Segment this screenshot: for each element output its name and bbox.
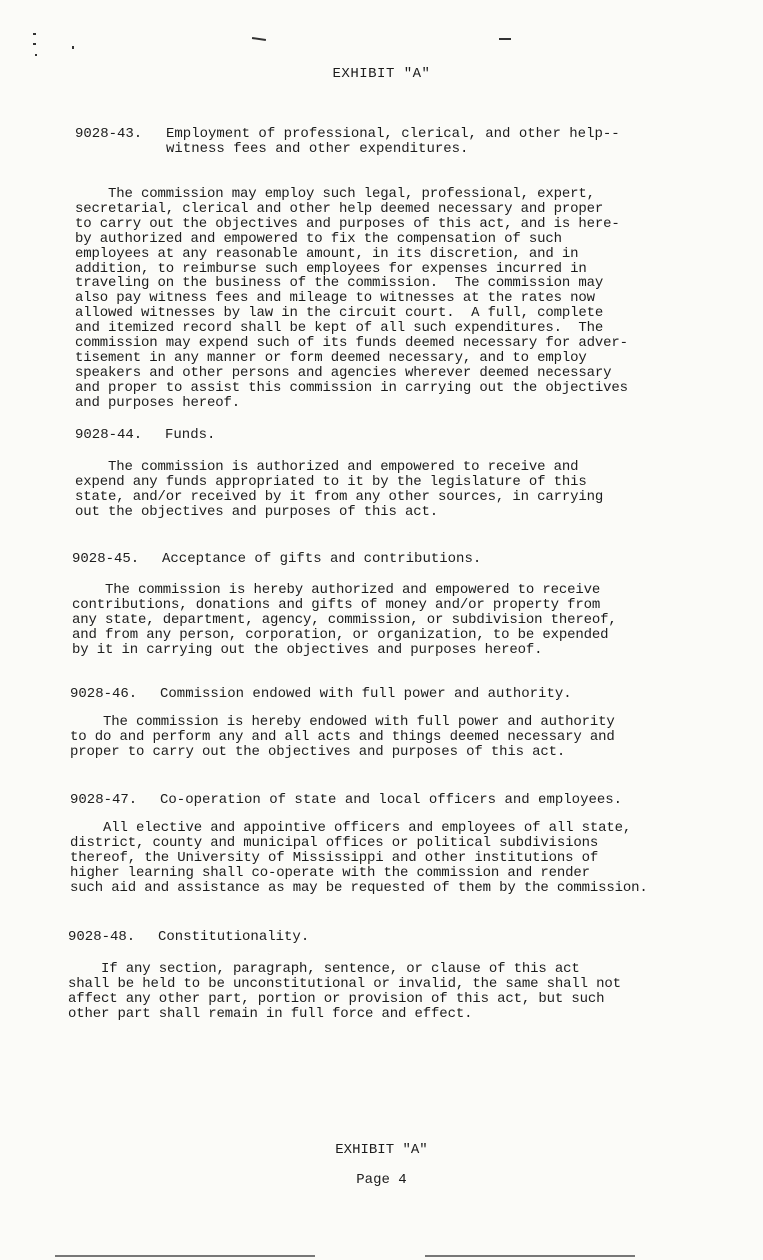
body-line: other part shall remain in full force and effect. — [68, 1005, 473, 1022]
section-heading — [75, 428, 763, 443]
section-number: 9028-48. — [68, 929, 136, 945]
section-body — [68, 962, 763, 1022]
body-line: secretarial, clerical and other help deemed necessary and proper — [75, 200, 604, 217]
section-body — [75, 187, 763, 411]
body-line: to carry out the objectives and purposes of this act, and is here- — [75, 215, 620, 232]
section-number: 9028-45. — [72, 551, 140, 567]
section-heading — [72, 552, 763, 567]
body-line: All elective and appointive officers and employees of all state, — [70, 820, 632, 836]
body-line: by it in carrying out the objectives and purposes hereof. — [72, 641, 543, 658]
body-line: If any section, paragraph, sentence, or clause of this act — [68, 961, 580, 977]
body-line: to do and perform any and all acts and things deemed necessary and — [70, 728, 615, 745]
body-line: and from any person, corporation, or organization, to be expended — [72, 626, 609, 643]
body-line: contributions, donations and gifts of money and/or property from — [72, 596, 601, 613]
body-line: and proper to assist this commission in carrying out the objectives — [75, 379, 628, 396]
body-line: addition, to reimburse such employees for expenses incurred in — [75, 260, 587, 277]
section-title: witness fees and other expenditures. — [166, 141, 469, 157]
body-line: speakers and other persons and agencies wherever deemed necessary — [75, 364, 612, 381]
scan-speck — [33, 43, 36, 45]
body-line: The commission is authorized and empowered to receive and — [75, 459, 579, 475]
page-header: EXHIBIT "A" — [332, 66, 431, 82]
section-5 — [70, 793, 763, 896]
page-number: Page 4 — [356, 1172, 407, 1188]
body-line: commission may expend such of its funds deemed necessary for adver- — [75, 335, 628, 352]
scan-speck — [33, 33, 36, 35]
body-line: affect any other part, portion or provision of this act, but such — [68, 990, 605, 1007]
section-body — [70, 715, 763, 760]
body-line: state, and/or received by it from any other sources, in carrying — [75, 488, 604, 505]
section-heading — [68, 930, 763, 945]
section-title: Constitutionality. — [158, 929, 310, 945]
body-line: district, county and municipal offices or political subdivisions — [70, 834, 599, 851]
body-line: thereof, the University of Mississippi and other institutions of — [70, 849, 599, 866]
scan-speck — [499, 38, 511, 40]
body-line: such aid and assistance as may be requested of them by the commission. — [70, 879, 648, 896]
body-line: traveling on the business of the commission. The commission may — [75, 275, 604, 292]
body-line: The commission may employ such legal, professional, expert, — [75, 186, 595, 202]
scan-speck — [72, 46, 74, 49]
body-line: and itemized record shall be kept of all such expenditures. The — [75, 320, 604, 337]
section-3 — [72, 552, 763, 658]
section-4 — [70, 687, 763, 760]
section-heading — [70, 793, 763, 808]
section-number: 9028-43. — [75, 126, 143, 142]
scan-speck — [252, 37, 266, 40]
scan-speck — [35, 54, 37, 56]
body-line: higher learning shall co-operate with the commission and render — [70, 864, 590, 881]
section-6 — [68, 930, 763, 1022]
body-line: shall be held to be unconstitutional or invalid, the same shall not — [68, 975, 621, 992]
section-number: 9028-44. — [75, 427, 143, 443]
section-body — [72, 583, 763, 658]
scan-edge-line — [425, 1255, 635, 1257]
body-line: by authorized and empowered to fix the compensation of such — [75, 230, 562, 247]
section-title: Funds. — [165, 427, 216, 443]
body-line: proper to carry out the objectives and purposes of this act. — [70, 743, 566, 760]
scan-edge-line — [55, 1255, 315, 1257]
body-line: The commission is hereby endowed with full power and authority — [70, 714, 615, 730]
body-line: tisement in any manner or form deemed necessary, and to employ — [75, 349, 587, 366]
section-number: 9028-47. — [70, 792, 138, 808]
body-line: The commission is hereby authorized and empowered to receive — [72, 582, 601, 598]
body-line: employees at any reasonable amount, in its discretion, and in — [75, 245, 579, 262]
body-line: also pay witness fees and mileage to witnesses at the rates now — [75, 290, 595, 307]
body-line: expend any funds appropriated to it by the legislature of this — [75, 473, 587, 490]
section-title: Acceptance of gifts and contributions. — [162, 551, 482, 567]
section-2 — [75, 428, 763, 520]
page-footer-title: EXHIBIT "A" — [335, 1142, 428, 1158]
section-number: 9028-46. — [70, 686, 138, 702]
section-title: Co-operation of state and local officers and employees. — [160, 792, 623, 808]
section-heading — [70, 687, 763, 702]
section-title: Employment of professional, clerical, and other help-- — [166, 126, 620, 142]
section-body — [75, 460, 763, 520]
body-line: and purposes hereof. — [75, 394, 241, 411]
section-title: Commission endowed with full power and authority. — [160, 686, 572, 702]
body-line: allowed witnesses by law in the circuit court. A full, complete — [75, 305, 604, 322]
section-body — [70, 821, 763, 896]
body-line: out the objectives and purposes of this act. — [75, 503, 439, 520]
section-heading — [75, 127, 763, 157]
body-line: any state, department, agency, commission, or subdivision thereof, — [72, 611, 617, 628]
section-1 — [75, 127, 763, 411]
